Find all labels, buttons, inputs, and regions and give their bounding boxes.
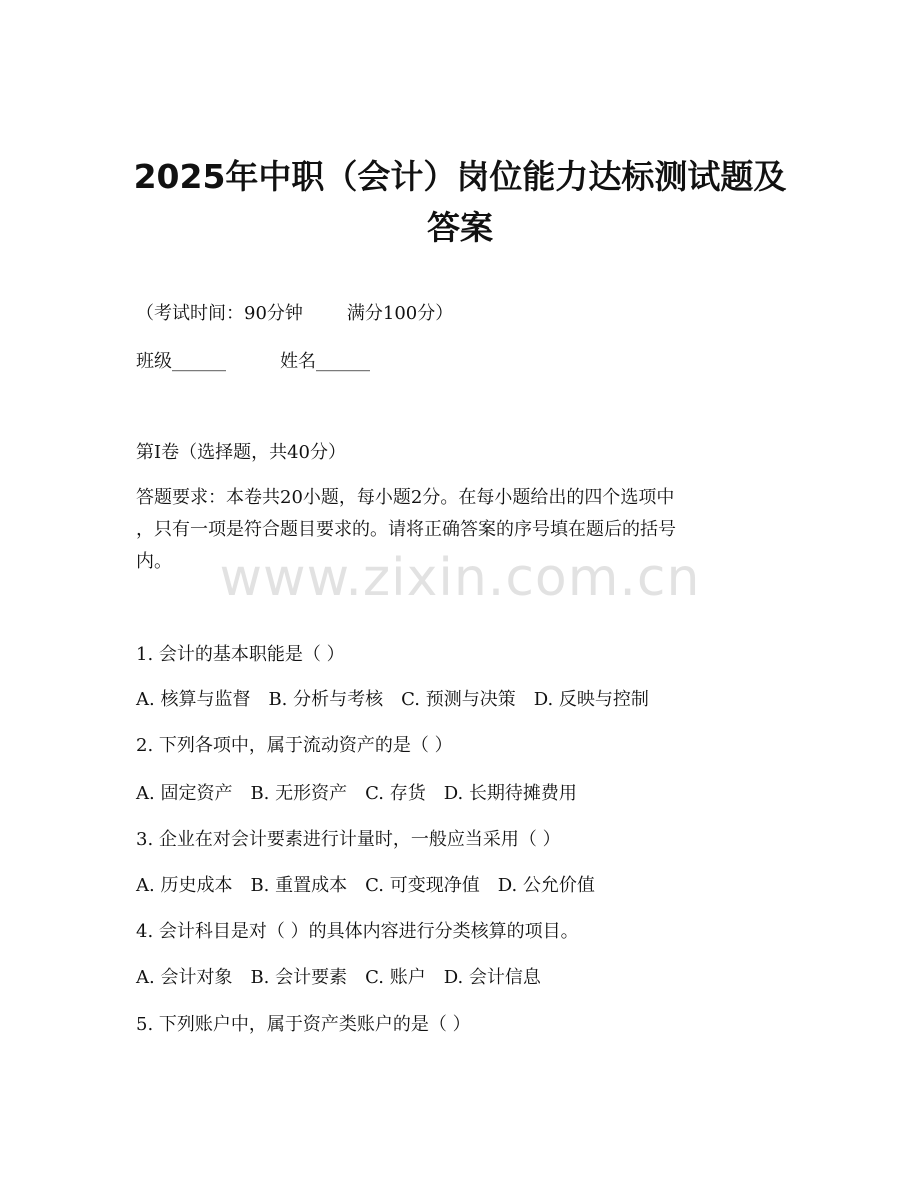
document-title-line-2: 答案 <box>427 208 493 247</box>
class-field-label: 班级______ <box>136 351 226 372</box>
instructions-line-3: 内。 <box>136 551 172 572</box>
question-3-option-d: D. 公允价值 <box>497 875 595 896</box>
question-1-option-a: A. 核算与监督 <box>136 689 251 710</box>
student-fields <box>136 350 786 374</box>
name-field-label: 姓名______ <box>280 351 370 372</box>
section-title: 第I卷（选择题，共40分） <box>136 442 347 463</box>
question-1-stem: 1. 会计的基本职能是（ ） <box>136 644 345 665</box>
question-5-stem: 5. 下列账户中，属于资产类账户的是（ ） <box>136 1014 471 1035</box>
question-3-stem: 3. 企业在对会计要素进行计量时，一般应当采用（ ） <box>136 829 561 850</box>
question-3-option-b: B. 重置成本 <box>250 875 348 896</box>
exam-info <box>136 302 786 326</box>
question-2-option-c: C. 存货 <box>365 783 426 804</box>
question-1-options <box>136 688 786 712</box>
document-title-line-1: 2025年中职（会计）岗位能力达标测试题及 <box>133 157 787 196</box>
question-2-option-d: D. 长期待摊费用 <box>443 783 577 804</box>
question-3-option-c: C. 可变现净值 <box>365 875 480 896</box>
question-2-stem: 2. 下列各项中，属于流动资产的是（ ） <box>136 735 453 756</box>
instructions-line-2: ，只有一项是符合题目要求的。请将正确答案的序号填在题后的括号 <box>136 519 676 540</box>
question-4-option-d: D. 会计信息 <box>443 967 541 988</box>
exam-time: （考试时间：90分钟 <box>136 303 303 324</box>
question-3-options <box>136 874 786 898</box>
question-2-options <box>136 782 786 806</box>
question-4-options <box>136 966 786 990</box>
question-4-option-c: C. 账户 <box>365 967 426 988</box>
question-4-stem: 4. 会计科目是对（ ）的具体内容进行分类核算的项目。 <box>136 921 579 942</box>
question-1-option-d: D. 反映与控制 <box>533 689 649 710</box>
question-4-option-b: B. 会计要素 <box>250 967 348 988</box>
question-1-option-b: B. 分析与考核 <box>268 689 384 710</box>
question-4-option-a: A. 会计对象 <box>136 967 233 988</box>
exam-score: 满分100分） <box>346 303 454 324</box>
question-3-option-a: A. 历史成本 <box>136 875 233 896</box>
question-2-option-a: A. 固定资产 <box>136 783 233 804</box>
instructions-line-1: 答题要求：本卷共20小题，每小题2分。在每小题给出的四个选项中 <box>136 487 675 508</box>
question-1-option-c: C. 预测与决策 <box>401 689 516 710</box>
watermark: www.zixin.com.cn <box>219 548 701 608</box>
question-2-option-b: B. 无形资产 <box>250 783 348 804</box>
